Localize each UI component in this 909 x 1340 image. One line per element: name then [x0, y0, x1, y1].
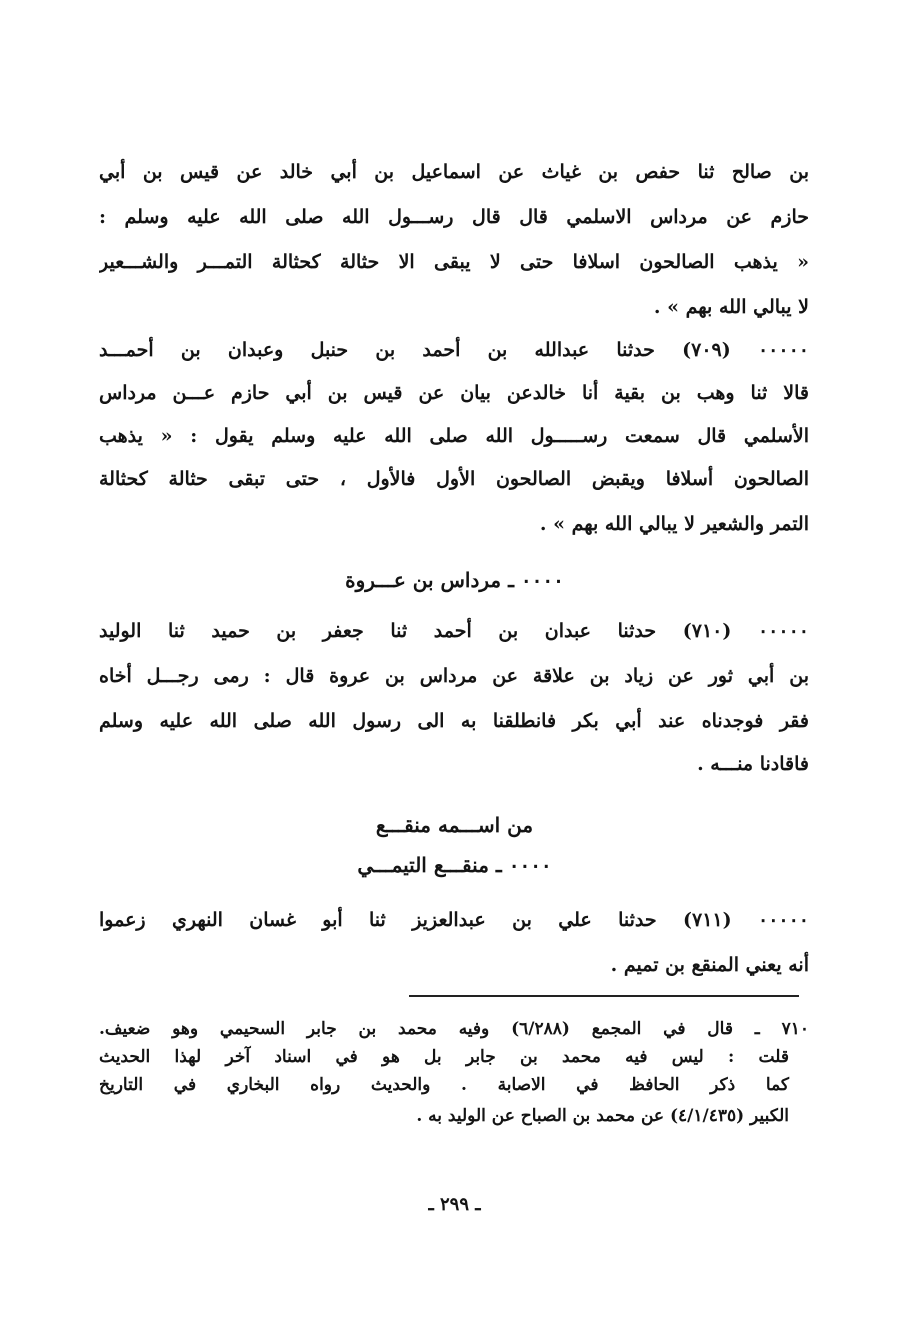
paragraph-2-line-3: الأسلمي قال سمعت رســـــول الله صلى الله عليه وسلم يقول : « يذهب: [99, 425, 809, 447]
paragraph-3-line-3: فقر فوجدناه عند أبي بكر فانطلقنا به الى رسول الله صلى الله عليه وسلم: [99, 710, 809, 732]
paragraph-1-line-3: « يذهب الصالحون اسلافا حتى لا يبقى الا حثالة كحثالة التمـــر والشـــعير: [99, 251, 809, 273]
section-heading-munqa-al-taymi: ٠٠٠٠ ـ منقـــع التيمـــي: [357, 853, 552, 877]
section-heading-name-munqa: من اســـمه منقـــع: [375, 813, 534, 837]
paragraph-3-line-4: فاقادنا منـــه .: [697, 753, 809, 775]
paragraph-1-line-2: حازم عن مرداس الاسلمي قال قال رســـول الله صلى الله عليه وسلم :: [99, 206, 809, 228]
footnote-line-3: كما ذكر الحافظ في الاصابة . والحديث رواه البخاري في التاريخ: [99, 1075, 789, 1095]
paragraph-1-line-4: لا يبالي الله بهم » .: [653, 296, 809, 318]
paragraph-3-line-1: ٠٠٠٠٠ (٧١٠) حدثنا عبدان بن أحمد ثنا جعفر بن حميد ثنا الوليد: [99, 620, 809, 642]
footnote-line-1: ٧١٠ ـ قال في المجمع (٦/٢٨٨) وفيه محمد بن جابر السحيمي وهو ضعيف.: [99, 1019, 809, 1039]
paragraph-2-line-5: التمر والشعير لا يبالي الله بهم » .: [539, 513, 809, 535]
paragraph-3-line-2: بن أبي ثور عن زياد بن علاقة عن مرداس بن عروة قال : رمى رجـــل أخاه: [99, 665, 809, 687]
footnote-line-2: قلت : ليس فيه محمد بن جابر بل هو في اسناد آخر لهذا الحديث: [99, 1047, 789, 1067]
paragraph-2-line-4: الصالحون أسلافا ويقبض الصالحون الأول فالأول ، حتى تبقى حثالة كحثالة: [99, 468, 809, 490]
paragraph-2-line-1: ٠٠٠٠٠ (٧٠٩) حدثنا عبدالله بن أحمد بن حنبل وعبدان بن أحمـــد: [99, 339, 809, 361]
paragraph-4-line-1: ٠٠٠٠٠ (٧١١) حدثنا علي بن عبدالعزيز ثنا أبو غسان النهري زعموا: [99, 909, 809, 931]
paragraph-4-line-2: أنه يعني المنقع بن تميم .: [610, 954, 809, 976]
footnote-line-4: الكبير (٤/١/٤٣٥) عن محمد بن الصباح عن الوليد به .: [416, 1106, 789, 1126]
paragraph-2-line-2: قالا ثنا وهب بن بقية أنا خالدعن بيان عن قيس بن أبي حازم عـــن مرداس: [99, 382, 809, 404]
page-number: ـ ٢٩٩ ـ: [428, 1194, 481, 1215]
section-heading-mirdas-ibn-urwa: ٠٠٠٠ ـ مرداس بن عـــروة: [345, 568, 564, 592]
paragraph-1-line-1: بن صالح ثنا حفص بن غياث عن اسماعيل بن أبي خالد عن قيس بن أبي: [99, 161, 809, 183]
footnote-separator: [409, 995, 799, 997]
